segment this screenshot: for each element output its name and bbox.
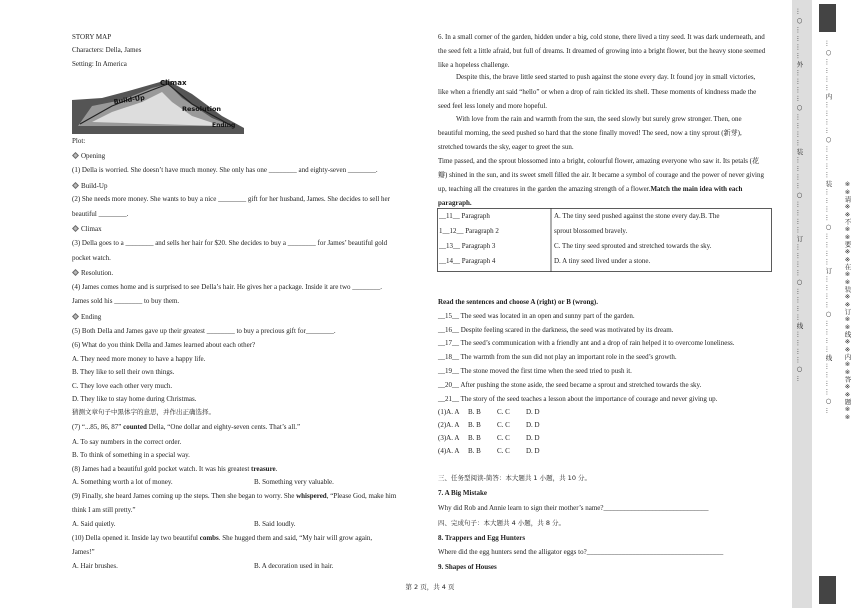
option-label: B. B	[468, 447, 481, 455]
statement-17: __17__ The seed’s communication with a friendly ant and a drop of rain helped it to overcome loneliness.	[438, 339, 735, 347]
match-option-c: C. The tiny seed sprouted and stretched towards the sky.	[554, 242, 712, 250]
diamond-bullet-icon	[72, 313, 79, 320]
setting-line: Setting: In America	[72, 60, 127, 68]
passage-p3-line-1: With love from the rain and warmth from the sun, the seed slowly but surely grew stronger. Then, one	[456, 115, 742, 123]
option-label: (3)A. A	[438, 434, 460, 442]
option-label: (2)A. A	[438, 421, 460, 429]
passage-p2-line-2: like when a friendly ant said “hello” or when a drop of rain tickled its shell. These moments of kindness made the	[438, 88, 757, 96]
question-8-option-b: B. Something very valuable.	[254, 478, 334, 486]
passage-p1-line-2: the seed felt a little afraid, but full of dreams. It dreamed of growing into a bright flower, but the heavy stone seemed	[438, 47, 766, 55]
question-7-option-b: B. To think of something in a special way.	[72, 451, 190, 459]
question-1: (1) Della is worried. She doesn’t have much money. She only has one ________ and eighty-seven ________.	[72, 166, 378, 174]
question-6: (6) What do you think Della and James learned about each other?	[72, 341, 256, 349]
option-label: B. B	[468, 408, 481, 416]
story-mountain-diagram	[72, 76, 244, 134]
question-4-line-1: (4) James comes home and is surprised to see Della’s hair. He gives her a package. Inside it are two ________.	[72, 283, 383, 291]
passage-p1-line-1: 6. In a small corner of the garden, hidden under a big, cold stone, there lived a tiny seed. It was dark underneath, and	[438, 33, 765, 41]
statement-20: __20__ After pushing the stone aside, the seed became a sprout and stretched towards the sky.	[438, 381, 702, 389]
passage-p2-line-1: Despite this, the brave little seed started to push against the stone every day. It found joy in small victories,	[456, 73, 756, 81]
option-label: C. C	[497, 447, 510, 455]
option-label: D. D	[526, 434, 540, 442]
ending-heading: Ending	[72, 313, 101, 321]
question-9-line-2: think I am still pretty.”	[72, 506, 136, 514]
passage-p2-line-3: seed feel less lonely and more hopeful.	[438, 102, 548, 110]
statement-19: __19__ The stone moved the first time when the seed tried to push it.	[438, 367, 632, 375]
resolution-heading: Resolution.	[72, 269, 113, 277]
passage-p4-line-3: up, teaching all the creatures in the garden the amazing strength of a flower.Match the main idea with each	[438, 185, 743, 193]
option-label: C. C	[497, 408, 510, 416]
match-option-b: sprout blossomed bravely.	[554, 227, 628, 235]
plot-label: Plot:	[72, 137, 86, 145]
question-3-line-2: pocket watch.	[72, 254, 111, 262]
question-8-option-a: A. Something worth a lot of money.	[72, 478, 173, 486]
true-false-heading: Read the sentences and choose A (right) or B (wrong).	[438, 298, 598, 306]
passage-p3-line-2: beautiful morning, the seed pushed so hard that the stone finally moved! The seed, now a tiny sprout (新芽),	[438, 129, 742, 137]
question-10-option-a: A. Hair brushes.	[72, 562, 118, 570]
statement-16: __16__ Despite feeling scared in the darkness, the seed was motivated by its dream.	[438, 326, 674, 334]
option-label: B. B	[468, 434, 481, 442]
question-2-line-2: beautiful ________.	[72, 210, 129, 218]
match-row-12-left: 1__12__ Paragraph 2	[439, 227, 499, 235]
statement-21: __21__ The story of the seed teaches a lesson about the importance of courage and never giving up.	[438, 395, 718, 403]
diamond-bullet-icon	[72, 269, 79, 276]
passage-p4-line-1: Time passed, and the sprout blossomed into a bright, colourful flower, amazing everyone who saw it. Its petals (花	[438, 157, 760, 165]
question-7-option-a: A. To say numbers in the correct order.	[72, 438, 182, 446]
option-label: C. C	[497, 434, 510, 442]
diagram-label-ending: Ending	[212, 122, 236, 129]
question-7: (7) “...85, 86, 87” counted Della, “One dollar and eighty-seven cents. That’s all.”	[72, 423, 301, 431]
matching-table	[437, 208, 772, 272]
passage-p4-line-2: 瓣) shined in the sun, and its sweet smell filled the air. It became a symbol of courage and the power of never giving	[438, 171, 764, 179]
corner-block	[819, 576, 836, 604]
question-6-option-d: D. They like to stay home during Christmas.	[72, 395, 197, 403]
match-option-a: A. The tiny seed pushed against the stone every day.B. The	[554, 212, 720, 220]
statement-15: __15__ The seed was located in an open and sunny part of the garden.	[438, 312, 635, 320]
question-10-option-b: B. A decoration used in hair.	[254, 562, 334, 570]
chinese-instruction: 猜测文章句子中黑体字的意思，并作出正确选择。	[72, 408, 215, 416]
passage-p4-line-4: paragraph.	[438, 199, 472, 207]
section-4-heading: 四、完成句子：本大题共 4 小题，共 8 分。	[438, 519, 566, 527]
story-9-title: 9. Shapes of Houses	[438, 563, 497, 571]
opening-heading: Opening	[72, 152, 105, 160]
question-9-option-b: B. Said loudly.	[254, 520, 296, 528]
question-3-line-1: (3) Della goes to a ________ and sells her hair for $20. She decides to buy a ________ for James’ beautiful gold	[72, 239, 388, 247]
question-2-line-1: (2) She needs more money. She wants to buy a nice ________ gift for her husband, James. She decides to sell her	[72, 195, 390, 203]
diamond-bullet-icon	[72, 225, 79, 232]
diagram-label-climax: Climax	[160, 79, 187, 87]
binding-margin	[792, 0, 860, 608]
story-map-title: STORY MAP	[72, 33, 112, 41]
option-label: (1)A. A	[438, 408, 460, 416]
question-8: (8) James had a beautiful gold pocket watch. It was his greatest treasure.	[72, 465, 278, 473]
option-label: C. C	[497, 421, 510, 429]
diagram-label-resolution: Resolution	[182, 105, 222, 113]
story-7-question: Why did Rob and Annie learn to sign their mother’s name?______________________________	[438, 504, 709, 512]
page-footer: 第 2 页，共 4 页	[405, 583, 455, 591]
story-7-title: 7. A Big Mistake	[438, 489, 488, 497]
match-option-d: D. A tiny seed lived under a stone.	[554, 257, 651, 265]
question-4-line-2: James sold his ________ to buy them.	[72, 297, 180, 305]
match-row-14-left: __14__ Paragraph 4	[439, 257, 496, 265]
question-5: (5) Both Della and James gave up their greatest ________ to buy a precious gift for________.	[72, 327, 336, 335]
corner-block	[819, 4, 836, 32]
question-10-line-1: (10) Della opened it. Inside lay two beautiful combs. She hugged them and said, “My hair will grow again,	[72, 534, 373, 542]
diamond-bullet-icon	[72, 152, 79, 159]
characters-line: Characters: Della, James	[72, 46, 142, 54]
story-8-question: Where did the egg hunters send the alligator eggs to?_______________________________________	[438, 548, 724, 556]
question-10-line-2: James!”	[72, 548, 95, 556]
question-6-option-c: C. They love each other very much.	[72, 382, 173, 390]
diamond-bullet-icon	[72, 182, 79, 189]
option-label: B. B	[468, 421, 481, 429]
question-9-line-1: (9) Finally, she heard James coming up the steps. Then she began to worry. She whispered, “Please God, make him	[72, 492, 397, 500]
statement-18: __18__ The warmth from the sun did not play an important role in the seed’s growth.	[438, 353, 677, 361]
build-up-heading: Build-Up	[72, 182, 107, 190]
question-6-option-a: A. They need more money to have a happy life.	[72, 355, 206, 363]
option-label: (4)A. A	[438, 447, 460, 455]
question-6-option-b: B. They like to sell their own things.	[72, 368, 175, 376]
option-label: D. D	[526, 447, 540, 455]
climax-heading: Climax	[72, 225, 102, 233]
option-label: D. D	[526, 421, 540, 429]
no-answer-warning: ※※请※※不※※要※※在※※装※※订※※线※※内※※答※※题※※	[843, 180, 852, 421]
passage-p3-line-3: stretched towards the sky, eager to greet the sun.	[438, 143, 574, 151]
match-row-11-left: __11__ Paragraph	[439, 212, 490, 220]
question-9-option-a: A. Said quietly.	[72, 520, 116, 528]
story-8-title: 8. Trappers and Egg Hunters	[438, 534, 526, 542]
option-label: D. D	[526, 408, 540, 416]
inner-dotted-line: … ○ … … … … 内 … … … … ○ … … … … 装 … … … … ○ … … … … 订 … … … … ○ … … … … 线 … … … … ○ …	[824, 40, 833, 414]
match-row-13-left: __13__ Paragraph 3	[439, 242, 496, 250]
passage-p1-line-3: like a hopeless challenge.	[438, 61, 510, 69]
outer-dotted-line: … ○ … … … … 外 … … … … ○ … … … … 装 … … … … ○ … … … … 订 … … … … ○ … … … … 线 … … … … ○ …	[795, 8, 804, 382]
section-3-heading: 三、任务型阅读-简答：本大题共 1 小题，共 10 分。	[438, 474, 592, 482]
diagram-label-build-up: Build-Up	[113, 93, 146, 106]
